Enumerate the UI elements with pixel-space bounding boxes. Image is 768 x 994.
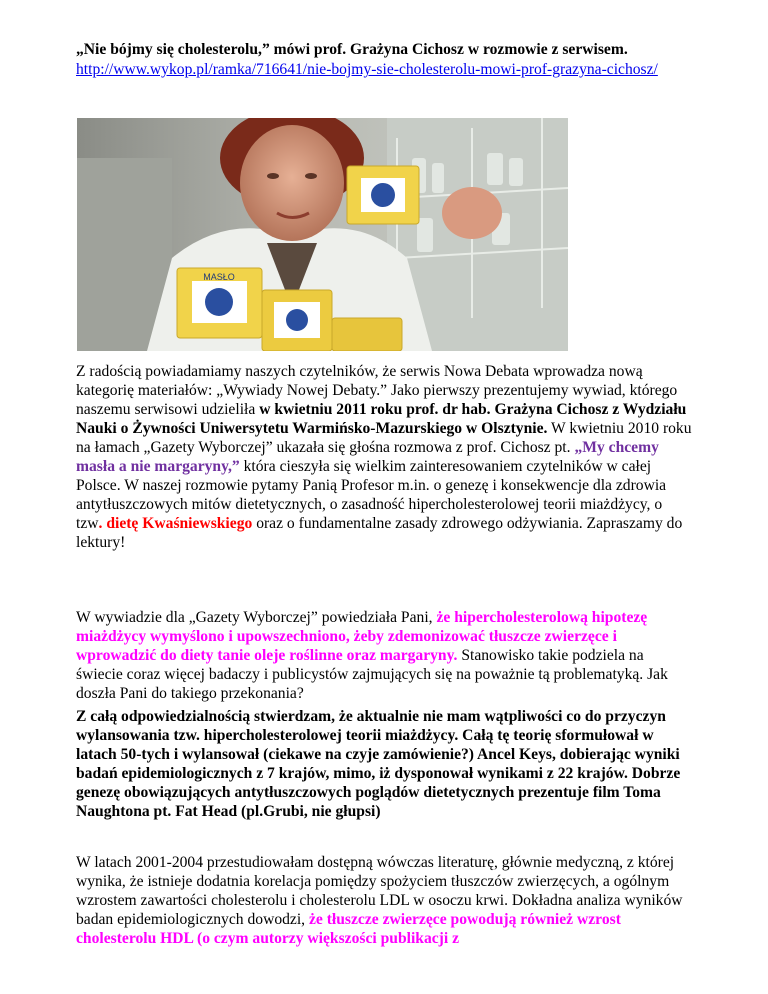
photo-illustration (77, 118, 568, 351)
interview-date-author: w kwietniu 2011 roku prof. dr hab. Grażyna Cichosz z Wydziału Nauki o Żywności Uniwersytetu Warmińsko-Mazurskiego w Olsztynie. (76, 401, 687, 437)
article-photo (77, 118, 568, 351)
diet-highlight: . dietę Kwaśniewskiego (98, 515, 253, 532)
article-title: „Nie bójmy się cholesterolu,” mówi prof. Grażyna Cichosz w rozmowie z serwisem. (76, 41, 628, 58)
article-reference: „My chcemy masła a nie margaryny,” (76, 439, 659, 475)
question-text-2: Stanowisko takie podziela na świecie coraz więcej badaczy i publicystów zajmujących się na poważnie tą problematyką. Jak doszła Pani do takiego przekonania? (76, 647, 668, 702)
body-paragraph (76, 853, 692, 948)
source-link[interactable]: http://www.wykop.pl/ramka/716641/nie-bojmy-sie-cholesterolu-mowi-prof-grazyna-cichosz/ (76, 61, 658, 78)
body-text-2: Dokładna analiza wyników badan epidemiologicznych dowodzi, (76, 892, 683, 928)
question-highlight: że hipercholesterolową hipotezę miażdżycy wymyślono i upowszechniono, żeby zdemonizować tłuszcze zwierzęce i wprowadzić do diety tanie oleje roślinne oraz margaryny. (76, 609, 648, 664)
intro-paragraph (76, 362, 692, 552)
answer-paragraph: Z całą odpowiedzialnością stwierdzam, że aktualnie nie mam wątpliwości co do przyczyn wylansowania tzw. hipercholesterolowej teorii miażdżycy. Całą tę teorię sformułował w latach 50-tych i wylansował (ciekawe na czyje zamówienie?) Ancel Keys, dobierając wyniki badań epidemiologicznych z 7 krajów, mimo, iż dysponował wynikami z 22 krajów. Dobrze genezę obowiązujących antytłuszczowych poglądów dietetycznych prezentuje film Toma Naughtona pt. Fat Head (pl.Grubi, nie głupsi) (76, 708, 681, 820)
question-text-1: W wywiadzie dla „Gazety Wyborczej” powiedziała Pani, (76, 609, 437, 626)
intro-text-1: Z radością powiadamiamy naszych czytelników, że serwis Nowa Debata wprowadza nową kategorię materiałów: „Wywiady Nowej Debaty.” Jako pierwszy prezentujemy wywiad, którego naszemu serwisowi udzieliła (76, 363, 678, 418)
intro-text-4: oraz o fundamentalne zasady zdrowego odżywiania. Zapraszamy do lektury! (76, 515, 683, 551)
body-highlight: że tłuszcze zwierzęce powodują również wzrost cholesterolu HDL (o czym autorzy większości publikacji z (76, 911, 621, 947)
body-text-1: W latach 2001-2004 przestudiowałam dostępną wówczas literaturę, głównie medyczną, z której wynika, że istnieje dodatnia korelacja pomiędzy spożyciem tłuszczów zwierzęcych, a ogólnym wzrostem zawartości cholesterolu i cholesterolu LDL w osoczu krwi. (76, 854, 675, 909)
butter-label: MASŁO (203, 272, 235, 282)
intro-text-3: która cieszyła się wielkim zainteresowaniem czytelników w całej Polsce. W naszej rozmowie pytamy Panią Profesor m.in. o genezę i konsekwencje dla zdrowia antytłuszczowych mitów dietetycznych, o zasadność hipercholesterolowej teorii miażdżycy, o tzw (76, 458, 667, 532)
intro-text-2: W kwietniu 2010 roku na łamach „Gazety Wyborczej” ukazała się głośna rozmowa z prof. Cichosz pt. (76, 420, 692, 456)
question-paragraph (76, 608, 692, 703)
